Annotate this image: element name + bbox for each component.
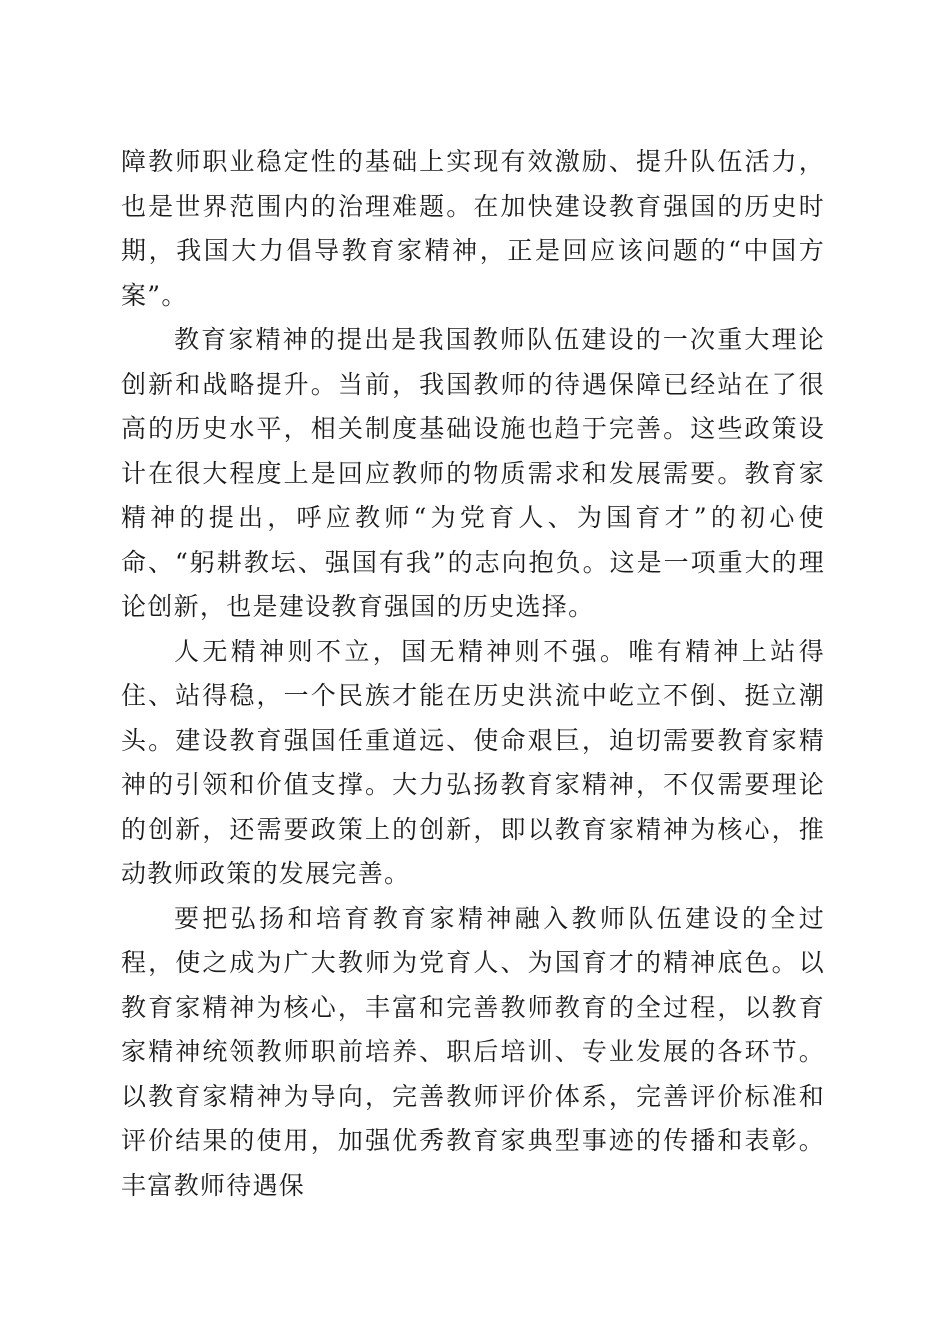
paragraph: 要把弘扬和培育教育家精神融入教师队伍建设的全过程，使之成为广大教师为党育人、为国育才的精神底色。以教育家精神为核心，丰富和完善教师教育的全过程，以教育家精神统领教师职前培养、职后培训、专业发展的各环节。以教育家精神为导向，完善教师评价体系，完善评价标准和评价结果的使用，加强优秀教育家典型事迹的传播和表彰。丰富教师待遇保 xyxy=(121,903,825,1200)
article-body xyxy=(121,140,825,1208)
paragraph-continuation: 障教师职业稳定性的基础上实现有效激励、提升队伍活力，也是世界范围内的治理难题。在加快建设教育强国的历史时期，我国大力倡导教育家精神，正是回应该问题的“中国方案”。 xyxy=(121,147,825,310)
paragraph: 人无精神则不立，国无精神则不强。唯有精神上站得住、站得稳，一个民族才能在历史洪流中屹立不倒、挺立潮头。建设教育强国任重道远、使命艰巨，迫切需要教育家精神的引领和价值支撑。大力弘扬教育家精神，不仅需要理论的创新，还需要政策上的创新，即以教育家精神为核心，推动教师政策的发展完善。 xyxy=(121,636,825,888)
paragraph: 教育家精神的提出是我国教师队伍建设的一次重大理论创新和战略提升。当前，我国教师的待遇保障已经站在了很高的历史水平，相关制度基础设施也趋于完善。这些政策设计在很大程度上是回应教师的物质需求和发展需要。教育家精神的提出，呼应教师“为党育人、为国育才”的初心使命、“躬耕教坛、强国有我”的志向抱负。这是一项重大的理论创新，也是建设教育强国的历史选择。 xyxy=(121,325,825,621)
